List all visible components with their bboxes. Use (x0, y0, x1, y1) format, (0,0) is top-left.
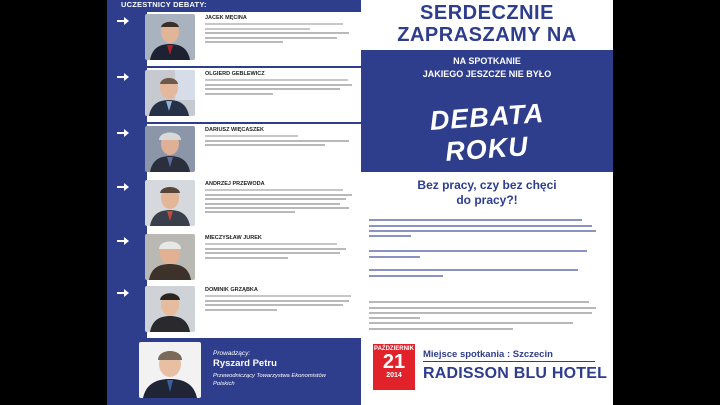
participant-photo (145, 70, 195, 116)
arrow-right-icon (117, 236, 129, 246)
question-line2: do pracy?! (456, 193, 518, 207)
arrow-right-icon (117, 128, 129, 138)
subtitle-line2: JAKIEGO JESZCZE NIE BYŁO (422, 69, 552, 79)
event-title-word2: ROKU (444, 131, 530, 167)
participant-card (115, 178, 361, 232)
event-poster (107, 0, 613, 405)
participant-name: MIECZYSŁAW JUREK (205, 235, 262, 241)
arrow-right-icon (117, 16, 129, 26)
host-photo (139, 342, 201, 398)
venue-name: RADISSON BLU HOTEL (423, 365, 608, 382)
venue-label: Miejsce spotkania : Szczecin (423, 349, 553, 360)
participant-name: ANDRZEJ PRZEWODA (205, 181, 265, 187)
participant-photo (145, 234, 195, 280)
arrow-right-icon (117, 288, 129, 298)
host-section (115, 336, 361, 405)
participant-name: JACEK MĘCINA (205, 15, 247, 21)
participant-photo (145, 126, 195, 172)
participants-heading: UCZESTNICY DEBATY: (121, 0, 207, 9)
participant-photo (145, 14, 195, 60)
date-day: 21 (382, 351, 406, 373)
date-year: 2014 (386, 372, 402, 379)
title-line1: SERDECZNIE (420, 2, 554, 24)
participant-photo (145, 286, 195, 332)
body-paragraph (369, 266, 601, 280)
divider (423, 361, 595, 362)
host-label: Prowadzący: (213, 350, 251, 357)
question-line1: Bez pracy, czy bez chęci (417, 178, 557, 192)
participant-card (115, 12, 361, 66)
event-footer (361, 340, 613, 405)
body-paragraph (369, 216, 601, 240)
participant-card (115, 232, 361, 286)
participant-card (115, 284, 361, 338)
event-banner (361, 50, 613, 172)
body-paragraph (369, 247, 601, 261)
host-description: Przewodniczący Towarzystwa Ekonomistów Polskich (213, 373, 326, 387)
participant-photo (145, 180, 195, 226)
title-line2: ZAPRASZAMY NA (397, 24, 577, 46)
arrow-right-icon (117, 72, 129, 82)
body-paragraph (369, 298, 601, 333)
host-name: Ryszard Petru (213, 358, 277, 369)
event-title-word1: DEBATA (428, 98, 546, 136)
date-badge (373, 344, 415, 390)
participant-name: DOMINIK GRZĄBKA (205, 287, 258, 293)
subtitle-line1: NA SPOTKANIE (453, 56, 521, 66)
participants-panel (107, 0, 361, 405)
participant-name: DARIUSZ WIĘCASZEK (205, 127, 264, 133)
participant-card (115, 124, 361, 178)
date-month: PAŹDZIERNIK (374, 346, 414, 352)
invitation-header (361, 0, 613, 172)
participant-card (115, 68, 361, 122)
participant-name: OLGIERD GEBLEWICZ (205, 71, 265, 77)
arrow-right-icon (117, 182, 129, 192)
